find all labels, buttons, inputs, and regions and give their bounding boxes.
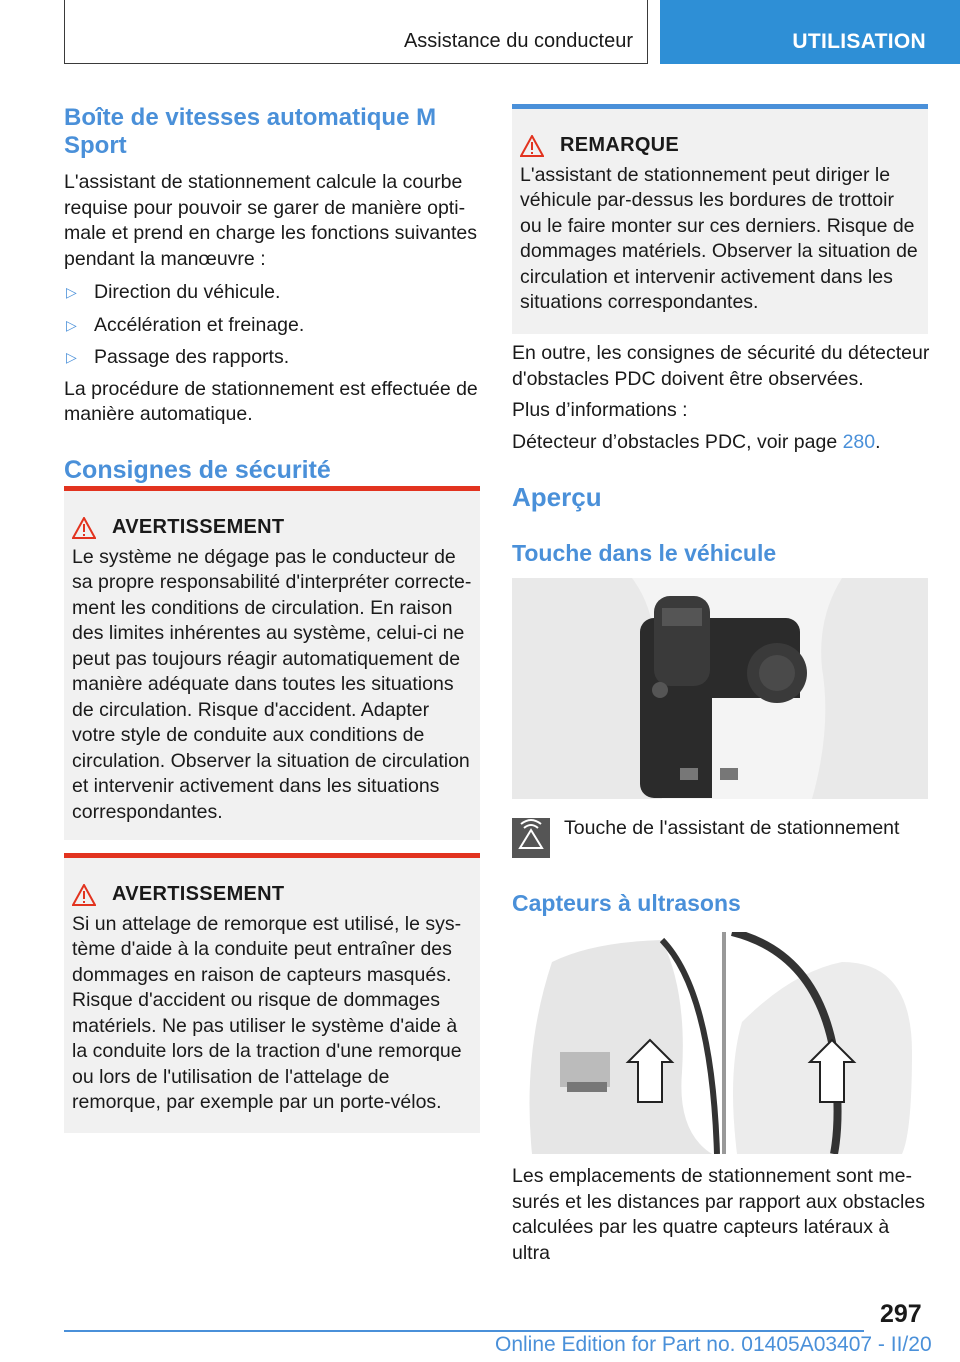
page-number: 297	[880, 1300, 922, 1328]
note-title: REMARQUE	[520, 133, 920, 159]
warning-title: AVERTISSEMENT	[72, 515, 472, 541]
console-image	[512, 578, 928, 799]
warning-text: Si un attelage de remorque est utilisé, le système d'aide à la conduite peut entraîner des dommages en raison de capteurs masqués. Risque d'accident ou risque de dommages matériels. Ne pas utiliser le système d'aide à la conduite lors de la traction d'une remorque ou lors de l'utilisation de l'attelage de remorque, par exemple par un porte-vélos.	[72, 912, 462, 1113]
list-item: ▷ Passage des rapports.	[64, 345, 480, 371]
pdc-paragraph: En outre, les consignes de sécurité du détecteur d'obstacles PDC doivent être observées.	[512, 342, 930, 390]
intro-paragraph: L'assistant de stationnement calcule la courbe requise pour pouvoir se garer de manière optimale et prend en charge les fonctions suivantes pendant la manœuvre :	[64, 171, 477, 270]
page-link[interactable]: 280	[842, 430, 876, 453]
pdc-reference: Détecteur d’obstacles PDC, voir page 280.	[512, 430, 881, 453]
list-item: ▷ Direction du véhicule.	[64, 280, 480, 306]
header-tab	[660, 0, 960, 64]
note-box	[512, 104, 928, 334]
sensors-image	[512, 932, 928, 1154]
warning-triangle-icon	[72, 517, 96, 539]
outro-paragraph: La procédure de stationnement est effectuée de manière automatique.	[64, 377, 478, 425]
warning-box-1	[64, 486, 480, 840]
list-item: ▷ Accélération et freinage.	[64, 313, 480, 339]
right-column	[512, 341, 932, 566]
warning-box-2	[64, 853, 480, 1133]
heading-overview: Aperçu	[512, 482, 602, 512]
triangle-bullet-icon: ▷	[66, 284, 77, 300]
button-caption: Touche de l'assistant de stationnement	[564, 817, 900, 839]
heading-sensors: Capteurs à ultrasons	[512, 890, 741, 916]
heading-button: Touche dans le véhicule	[512, 539, 777, 566]
warning-triangle-icon	[72, 884, 96, 906]
warning-text: Le système ne dégage pas le conducteur de sa propre responsabilité d'interpréter correctement les conditions de circulation. En raison des limites inhérentes au système, celui-ci ne peut pas toujours réagir automatiquement de manière adéquate dans toutes les situations de circulation. Risque d'accident. Adapter votre style de conduite aux conditions de circulation. Observer la situation de circulation et intervenir activement dans les situations correspondantes.	[72, 545, 472, 823]
triangle-bullet-icon: ▷	[66, 349, 77, 365]
heading-gearbox: Boîte de vitesses automatique M Sport	[64, 104, 437, 159]
more-info-label: Plus d’informations :	[512, 399, 688, 421]
footer-rule	[64, 1330, 864, 1332]
note-text: L'assistant de stationnement peut diriger le véhicule par-dessus les bordures de trottoir ou le faire monter sur ces derniers. Risque de dommages matériels. Observer la situation de circulation et intervenir activement dans les situations correspondantes.	[520, 163, 918, 313]
sensors-paragraph: Les emplacements de stationnement sont mesurés et les distances par rapport aux obstacles calculées par les quatre capteurs latéraux à ultra	[512, 1165, 925, 1264]
footer-edition: Online Edition for Part no. 01405A03407 - II/20	[495, 1333, 932, 1356]
left-column	[64, 104, 480, 483]
heading-safety: Consignes de sécurité	[64, 455, 331, 484]
warning-title: AVERTISSEMENT	[72, 882, 472, 908]
header-tab-label: UTILISATION	[792, 30, 926, 53]
function-list	[64, 280, 480, 371]
triangle-bullet-icon: ▷	[66, 316, 77, 333]
header-section-box	[64, 0, 648, 64]
caution-triangle-icon	[520, 135, 544, 157]
parking-assistant-icon	[512, 818, 550, 858]
header-section-title: Assistance du conducteur	[403, 30, 633, 52]
